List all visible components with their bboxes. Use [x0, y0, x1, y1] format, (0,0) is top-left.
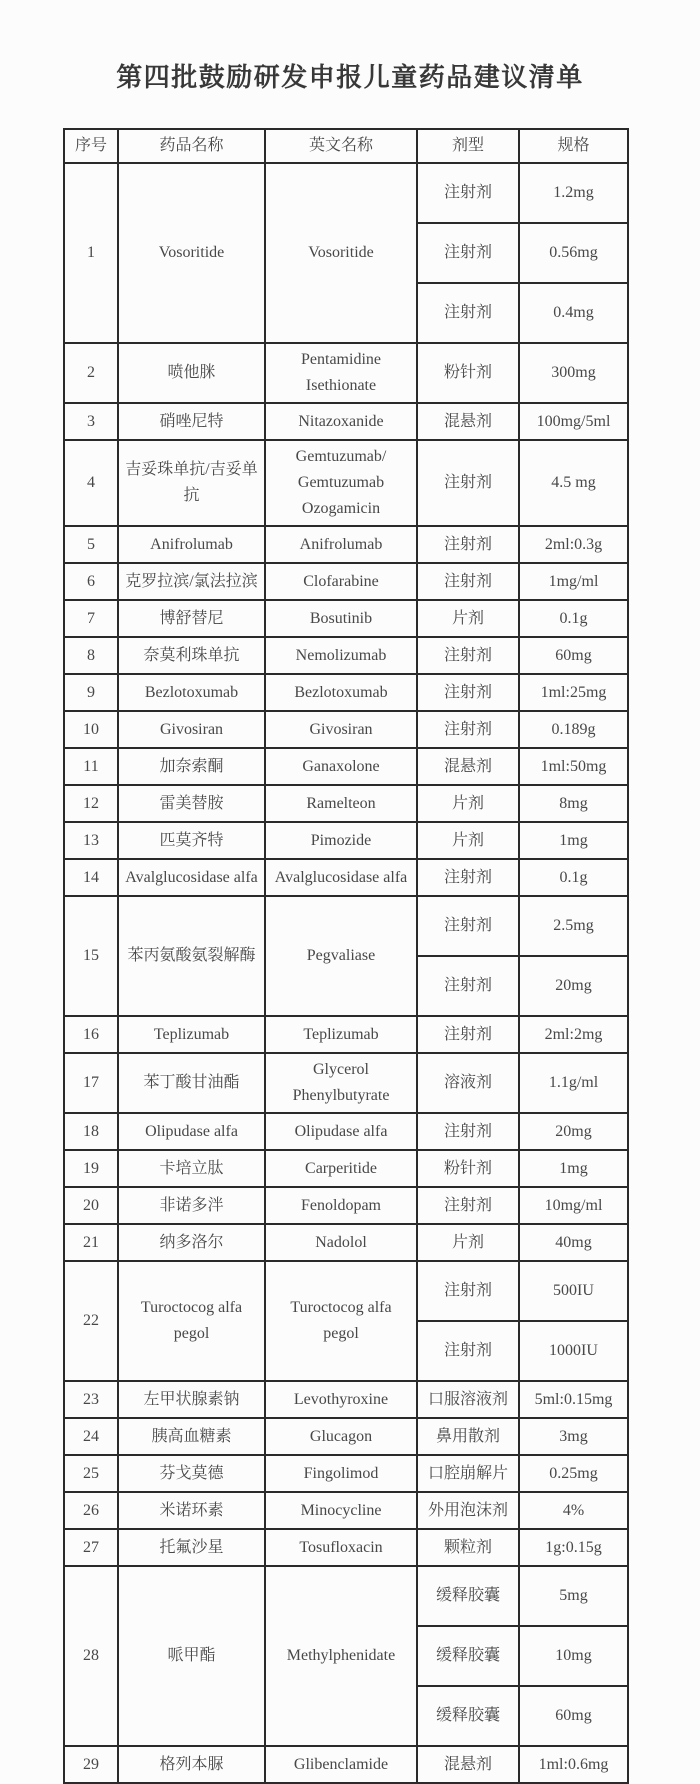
drug-name-cn-cell: 苯丙氨酸氨裂解酶	[118, 896, 265, 1016]
table-row	[64, 1381, 628, 1418]
dosage-form-cell: 缓释胶囊	[417, 1686, 519, 1746]
table-row	[64, 1016, 628, 1053]
table-row	[64, 674, 628, 711]
drug-name-en-cell: Glycerol Phenylbutyrate	[265, 1053, 417, 1113]
spec-cell: 5mg	[519, 1566, 628, 1626]
drug-name-en-cell: Ramelteon	[265, 785, 417, 822]
spec-cell: 100mg/5ml	[519, 403, 628, 440]
row-number-cell: 16	[64, 1016, 118, 1053]
spec-cell: 300mg	[519, 343, 628, 403]
drug-name-en-cell: Levothyroxine	[265, 1381, 417, 1418]
drug-name-cn-cell: 哌甲酯	[118, 1566, 265, 1746]
dosage-form-cell: 注射剂	[417, 1321, 519, 1381]
drug-name-en-cell: Nitazoxanide	[265, 403, 417, 440]
row-number-cell: 23	[64, 1381, 118, 1418]
drug-name-en-cell: Minocycline	[265, 1492, 417, 1529]
drug-name-cn-cell: Teplizumab	[118, 1016, 265, 1053]
table-row	[64, 1418, 628, 1455]
dosage-form-cell: 注射剂	[417, 1113, 519, 1150]
table-row	[64, 637, 628, 674]
row-number-cell: 11	[64, 748, 118, 785]
drug-name-en-cell: Nadolol	[265, 1224, 417, 1261]
row-number-cell: 19	[64, 1150, 118, 1187]
dosage-form-cell: 注射剂	[417, 283, 519, 343]
drug-name-cn-cell: 奈莫利珠单抗	[118, 637, 265, 674]
drug-name-cn-cell: Vosoritide	[118, 163, 265, 343]
row-number-cell: 13	[64, 822, 118, 859]
dosage-form-cell: 片剂	[417, 1224, 519, 1261]
spec-cell: 3mg	[519, 1418, 628, 1455]
drug-name-en-cell: Fenoldopam	[265, 1187, 417, 1224]
drug-name-en-cell: Bosutinib	[265, 600, 417, 637]
drug-name-cn-cell: 米诺环素	[118, 1492, 265, 1529]
dosage-form-cell: 注射剂	[417, 1261, 519, 1321]
spec-cell: 1.1g/ml	[519, 1053, 628, 1113]
spec-cell: 1ml:0.6mg	[519, 1746, 628, 1783]
table-row	[64, 526, 628, 563]
column-header-index: 序号	[64, 129, 118, 163]
drug-name-cn-cell: Avalglucosidase alfa	[118, 859, 265, 896]
drug-name-en-cell: Gemtuzumab/ Gemtuzumab Ozogamicin	[265, 440, 417, 526]
row-number-cell: 7	[64, 600, 118, 637]
row-number-cell: 24	[64, 1418, 118, 1455]
dosage-form-cell: 片剂	[417, 600, 519, 637]
dosage-form-cell: 溶液剂	[417, 1053, 519, 1113]
page-title: 第四批鼓励研发申报儿童药品建议清单	[116, 62, 584, 92]
row-number-cell: 22	[64, 1261, 118, 1381]
drug-name-en-cell: Carperitide	[265, 1150, 417, 1187]
column-header-drug-name-en: 英文名称	[265, 129, 417, 163]
row-number-cell: 17	[64, 1053, 118, 1113]
drug-name-cn-cell: 博舒替尼	[118, 600, 265, 637]
dosage-form-cell: 注射剂	[417, 223, 519, 283]
drug-name-cn-cell: 匹莫齐特	[118, 822, 265, 859]
dosage-form-cell: 注射剂	[417, 163, 519, 223]
drug-name-en-cell: Clofarabine	[265, 563, 417, 600]
drug-name-cn-cell: Givosiran	[118, 711, 265, 748]
header-row	[64, 129, 628, 163]
drug-name-cn-cell: 芬戈莫德	[118, 1455, 265, 1492]
dosage-form-cell: 注射剂	[417, 674, 519, 711]
table-row	[64, 711, 628, 748]
table-row	[64, 1566, 628, 1626]
dosage-form-cell: 注射剂	[417, 956, 519, 1016]
spec-cell: 1ml:25mg	[519, 674, 628, 711]
drug-name-en-cell: Avalglucosidase alfa	[265, 859, 417, 896]
drug-name-en-cell: Nemolizumab	[265, 637, 417, 674]
row-number-cell: 3	[64, 403, 118, 440]
table-row	[64, 785, 628, 822]
spec-cell: 4%	[519, 1492, 628, 1529]
table-row	[64, 896, 628, 956]
row-number-cell: 6	[64, 563, 118, 600]
spec-cell: 1g:0.15g	[519, 1529, 628, 1566]
row-number-cell: 1	[64, 163, 118, 343]
dosage-form-cell: 注射剂	[417, 440, 519, 526]
dosage-form-cell: 缓释胶囊	[417, 1626, 519, 1686]
dosage-form-cell: 注射剂	[417, 1187, 519, 1224]
drug-name-en-cell: Glibenclamide	[265, 1746, 417, 1783]
drug-name-cn-cell: 纳多洛尔	[118, 1224, 265, 1261]
drug-name-en-cell: Ganaxolone	[265, 748, 417, 785]
drug-table-body	[64, 163, 628, 1783]
dosage-form-cell: 粉针剂	[417, 343, 519, 403]
dosage-form-cell: 鼻用散剂	[417, 1418, 519, 1455]
spec-cell: 2ml:2mg	[519, 1016, 628, 1053]
spec-cell: 4.5 mg	[519, 440, 628, 526]
dosage-form-cell: 注射剂	[417, 896, 519, 956]
table-row	[64, 1492, 628, 1529]
drug-name-en-cell: Turoctocog alfa pegol	[265, 1261, 417, 1381]
drug-name-cn-cell: 胰高血糖素	[118, 1418, 265, 1455]
column-header-spec: 规格	[519, 129, 628, 163]
table-row	[64, 1224, 628, 1261]
dosage-form-cell: 混悬剂	[417, 1746, 519, 1783]
dosage-form-cell: 外用泡沫剂	[417, 1492, 519, 1529]
table-row	[64, 1187, 628, 1224]
dosage-form-cell: 口服溶液剂	[417, 1381, 519, 1418]
dosage-form-cell: 混悬剂	[417, 748, 519, 785]
drug-name-en-cell: Pentamidine Isethionate	[265, 343, 417, 403]
dosage-form-cell: 注射剂	[417, 563, 519, 600]
drug-name-en-cell: Methylphenidate	[265, 1566, 417, 1746]
spec-cell: 20mg	[519, 1113, 628, 1150]
drug-name-cn-cell: 托氟沙星	[118, 1529, 265, 1566]
drug-name-en-cell: Teplizumab	[265, 1016, 417, 1053]
spec-cell: 40mg	[519, 1224, 628, 1261]
row-number-cell: 21	[64, 1224, 118, 1261]
drug-name-cn-cell: 雷美替胺	[118, 785, 265, 822]
spec-cell: 1mg	[519, 1150, 628, 1187]
row-number-cell: 9	[64, 674, 118, 711]
row-number-cell: 29	[64, 1746, 118, 1783]
spec-cell: 0.56mg	[519, 223, 628, 283]
drug-name-en-cell: Anifrolumab	[265, 526, 417, 563]
row-number-cell: 14	[64, 859, 118, 896]
drug-name-en-cell: Tosufloxacin	[265, 1529, 417, 1566]
dosage-form-cell: 缓释胶囊	[417, 1566, 519, 1626]
dosage-form-cell: 注射剂	[417, 859, 519, 896]
dosage-form-cell: 口腔崩解片	[417, 1455, 519, 1492]
drug-name-cn-cell: Anifrolumab	[118, 526, 265, 563]
dosage-form-cell: 注射剂	[417, 711, 519, 748]
row-number-cell: 15	[64, 896, 118, 1016]
table-row	[64, 1053, 628, 1113]
dosage-form-cell: 注射剂	[417, 637, 519, 674]
drug-name-en-cell: Pegvaliase	[265, 896, 417, 1016]
dosage-form-cell: 片剂	[417, 822, 519, 859]
spec-cell: 10mg/ml	[519, 1187, 628, 1224]
table-row	[64, 1529, 628, 1566]
table-row	[64, 343, 628, 403]
spec-cell: 2ml:0.3g	[519, 526, 628, 563]
drug-name-cn-cell: Olipudase alfa	[118, 1113, 265, 1150]
table-row	[64, 1746, 628, 1783]
table-row	[64, 440, 628, 526]
spec-cell: 2.5mg	[519, 896, 628, 956]
drug-name-en-cell: Bezlotoxumab	[265, 674, 417, 711]
spec-cell: 500IU	[519, 1261, 628, 1321]
table-row	[64, 403, 628, 440]
table-row	[64, 1150, 628, 1187]
drug-name-en-cell: Pimozide	[265, 822, 417, 859]
spec-cell: 1ml:50mg	[519, 748, 628, 785]
row-number-cell: 10	[64, 711, 118, 748]
drug-table-header	[64, 129, 628, 163]
table-row	[64, 600, 628, 637]
table-row	[64, 563, 628, 600]
table-row	[64, 859, 628, 896]
drug-name-en-cell: Olipudase alfa	[265, 1113, 417, 1150]
dosage-form-cell: 混悬剂	[417, 403, 519, 440]
table-row	[64, 748, 628, 785]
spec-cell: 1mg/ml	[519, 563, 628, 600]
row-number-cell: 4	[64, 440, 118, 526]
dosage-form-cell: 片剂	[417, 785, 519, 822]
drug-name-cn-cell: Bezlotoxumab	[118, 674, 265, 711]
row-number-cell: 26	[64, 1492, 118, 1529]
row-number-cell: 25	[64, 1455, 118, 1492]
drug-name-en-cell: Fingolimod	[265, 1455, 417, 1492]
dosage-form-cell: 颗粒剂	[417, 1529, 519, 1566]
table-row	[64, 1261, 628, 1321]
row-number-cell: 27	[64, 1529, 118, 1566]
spec-cell: 1000IU	[519, 1321, 628, 1381]
column-header-dosage-form: 剂型	[417, 129, 519, 163]
drug-name-cn-cell: 非诺多泮	[118, 1187, 265, 1224]
drug-table	[63, 128, 629, 1784]
spec-cell: 0.1g	[519, 600, 628, 637]
spec-cell: 0.4mg	[519, 283, 628, 343]
spec-cell: 0.25mg	[519, 1455, 628, 1492]
table-row	[64, 1113, 628, 1150]
drug-name-en-cell: Glucagon	[265, 1418, 417, 1455]
column-header-drug-name-cn: 药品名称	[118, 129, 265, 163]
drug-name-cn-cell: 吉妥珠单抗/吉妥单抗	[118, 440, 265, 526]
drug-name-cn-cell: 格列本脲	[118, 1746, 265, 1783]
table-row	[64, 822, 628, 859]
spec-cell: 10mg	[519, 1626, 628, 1686]
dosage-form-cell: 注射剂	[417, 1016, 519, 1053]
drug-name-cn-cell: 卡培立肽	[118, 1150, 265, 1187]
spec-cell: 1.2mg	[519, 163, 628, 223]
row-number-cell: 28	[64, 1566, 118, 1746]
spec-cell: 5ml:0.15mg	[519, 1381, 628, 1418]
spec-cell: 1mg	[519, 822, 628, 859]
row-number-cell: 12	[64, 785, 118, 822]
drug-name-cn-cell: 苯丁酸甘油酯	[118, 1053, 265, 1113]
row-number-cell: 5	[64, 526, 118, 563]
table-row	[64, 1455, 628, 1492]
dosage-form-cell: 注射剂	[417, 526, 519, 563]
row-number-cell: 8	[64, 637, 118, 674]
spec-cell: 8mg	[519, 785, 628, 822]
row-number-cell: 20	[64, 1187, 118, 1224]
drug-name-cn-cell: Turoctocog alfa pegol	[118, 1261, 265, 1381]
spec-cell: 60mg	[519, 1686, 628, 1746]
drug-name-en-cell: Givosiran	[265, 711, 417, 748]
row-number-cell: 18	[64, 1113, 118, 1150]
drug-name-en-cell: Vosoritide	[265, 163, 417, 343]
drug-name-cn-cell: 硝唑尼特	[118, 403, 265, 440]
spec-cell: 20mg	[519, 956, 628, 1016]
dosage-form-cell: 粉针剂	[417, 1150, 519, 1187]
spec-cell: 0.1g	[519, 859, 628, 896]
document-page	[0, 57, 700, 1784]
drug-name-cn-cell: 加奈索酮	[118, 748, 265, 785]
spec-cell: 0.189g	[519, 711, 628, 748]
drug-name-cn-cell: 克罗拉滨/氯法拉滨	[118, 563, 265, 600]
table-row	[64, 163, 628, 223]
spec-cell: 60mg	[519, 637, 628, 674]
drug-name-cn-cell: 左甲状腺素钠	[118, 1381, 265, 1418]
drug-name-cn-cell: 喷他脒	[118, 343, 265, 403]
row-number-cell: 2	[64, 343, 118, 403]
